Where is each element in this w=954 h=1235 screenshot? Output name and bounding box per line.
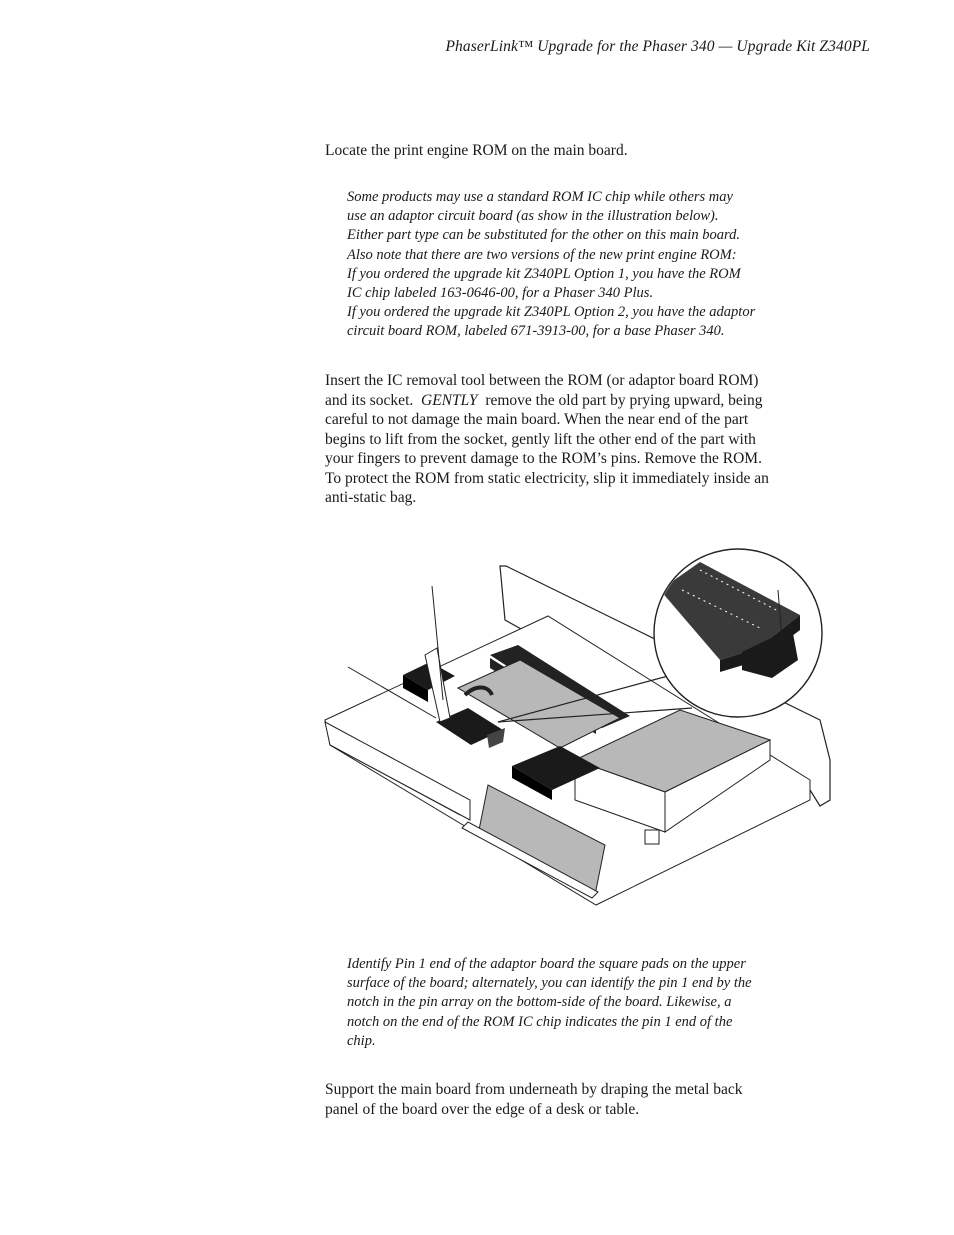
note-line: notch in the pin array on the bottom-side of the board. Likewise, a <box>347 994 732 1011</box>
para-line: Support the main board from underneath by draping the metal back <box>325 1081 743 1098</box>
note-line: Either part type can be substituted for the other on this main board. <box>347 227 740 244</box>
step-locate-rom: Locate the print engine ROM on the main board. <box>325 142 628 159</box>
text-run: and its socket. <box>325 391 421 409</box>
para-line: Insert the IC removal tool between the ROM (or adaptor board ROM) <box>325 372 759 389</box>
note-line: If you ordered the upgrade kit Z340PL Option 2, you have the adaptor <box>347 304 756 321</box>
note-line: If you ordered the upgrade kit Z340PL Option 1, you have the ROM <box>347 265 741 282</box>
running-header: PhaserLink™ Upgrade for the Phaser 340 — Upgrade Kit Z340PL <box>445 38 870 55</box>
note-line: chip. <box>347 1032 376 1049</box>
para-line: anti-static bag. <box>325 489 417 506</box>
emphasis-gently: GENTLY <box>421 391 478 409</box>
main-board-drawing <box>318 540 838 920</box>
para-line: panel of the board over the edge of a desk or table. <box>325 1100 640 1118</box>
note-line: Identify Pin 1 end of the adaptor board the square pads on the upper <box>347 956 746 972</box>
para-line <box>325 391 840 411</box>
note-line: use an adaptor circuit board (as show in the illustration below). <box>347 208 719 225</box>
step-remove-rom <box>325 371 840 508</box>
rom-removal-illustration <box>318 540 838 920</box>
para-line: To protect the ROM from static electricity, slip it immediately inside an <box>325 469 769 487</box>
note-rom-versions <box>347 188 817 342</box>
para-line: begins to lift from the socket, gently lift the other end of the part with <box>325 430 756 448</box>
para-line: careful to not damage the main board. When the near end of the part <box>325 411 749 428</box>
para-line: your fingers to prevent damage to the ROM’s pins. Remove the ROM. <box>325 450 762 467</box>
note-line: Also note that there are two versions of the new print engine ROM: <box>347 246 737 263</box>
step-support-board <box>325 1080 840 1119</box>
note-line: notch on the end of the ROM IC chip indicates the pin 1 end of the <box>347 1013 733 1030</box>
note-line: IC chip labeled 163-0646-00, for a Phaser 340 Plus. <box>347 285 654 302</box>
text-run: remove the old part by prying upward, being <box>477 391 763 409</box>
note-pin1-identification <box>347 955 817 1051</box>
note-line: surface of the board; alternately, you can identify the pin 1 end by the <box>347 975 752 992</box>
note-line: Some products may use a standard ROM IC chip while others may <box>347 189 733 205</box>
note-line: circuit board ROM, labeled 671-3913-00, for a base Phaser 340. <box>347 323 725 340</box>
